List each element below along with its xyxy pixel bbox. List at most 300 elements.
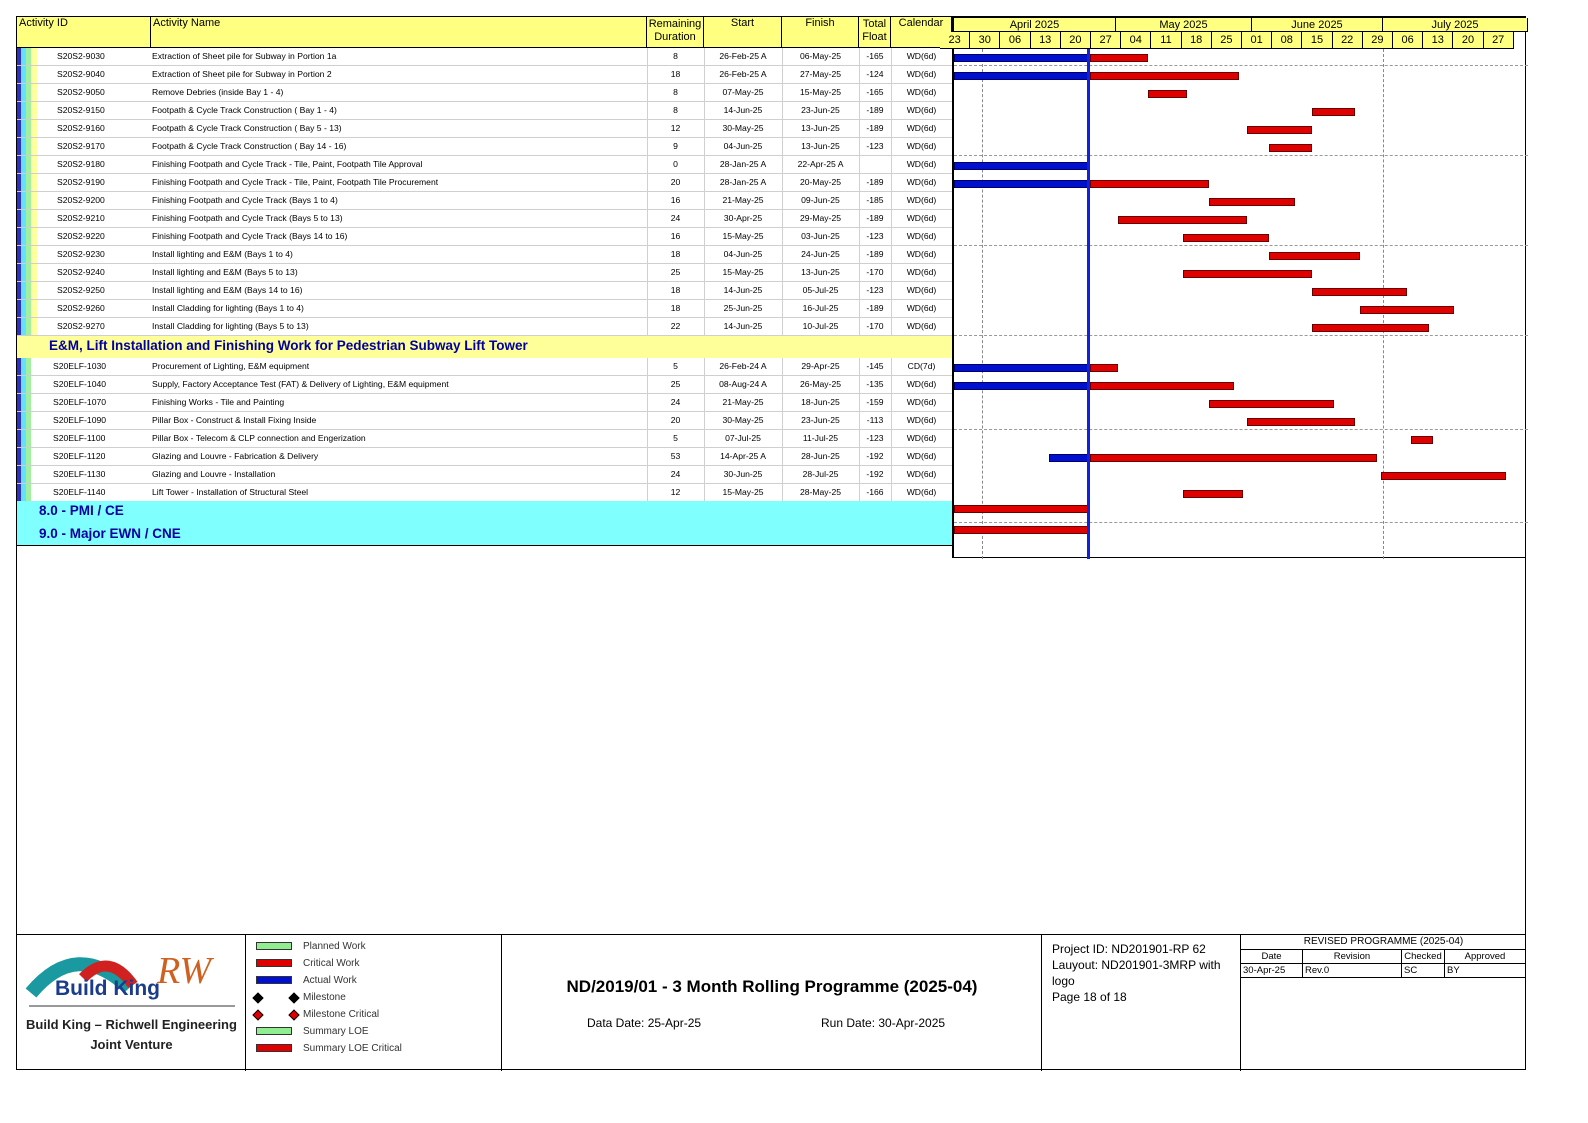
activity-name-cell: Remove Debries (inside Bay 1 - 4) xyxy=(152,87,284,97)
start-cell: 28-Jan-25 A xyxy=(719,177,767,187)
activity-name-cell: Pillar Box - Telecom & CLP connection and Engerization xyxy=(152,433,366,443)
calendar-cell: WD(6d) xyxy=(906,415,937,425)
column-divider xyxy=(782,430,783,448)
duration-cell: 25 xyxy=(670,267,681,277)
float-cell: -123 xyxy=(866,285,884,295)
table-row[interactable] xyxy=(17,358,952,376)
finish-cell: 24-Jun-25 xyxy=(801,249,840,259)
header-finish[interactable] xyxy=(782,17,859,48)
start-cell: 15-May-25 xyxy=(722,231,764,241)
start-cell: 30-Apr-25 xyxy=(723,213,763,223)
finish-cell: 13-Jun-25 xyxy=(801,267,840,277)
milestone-icon xyxy=(288,992,299,1003)
actual-work-bar[interactable] xyxy=(954,54,1090,62)
finish-cell: 15-May-25 xyxy=(799,87,842,97)
table-row[interactable] xyxy=(17,120,952,138)
float-cell: -170 xyxy=(866,321,884,331)
legend-swatch xyxy=(256,959,292,967)
table-row[interactable] xyxy=(17,484,952,502)
column-divider xyxy=(704,246,705,264)
activity-name-cell: Install lighting and E&M (Bays 14 to 16) xyxy=(152,285,303,295)
duration-cell: 12 xyxy=(670,487,681,497)
section-band-ewn xyxy=(17,522,952,545)
column-divider xyxy=(859,174,860,192)
actual-work-bar[interactable] xyxy=(954,180,1090,188)
critical-work-bar[interactable] xyxy=(1269,144,1312,152)
activity-id-cell: S20ELF-1040 xyxy=(53,379,107,389)
critical-work-bar[interactable] xyxy=(1090,180,1209,188)
rev-date: 30-Apr-25 xyxy=(1241,964,1303,978)
column-divider xyxy=(647,228,648,246)
actual-work-bar[interactable] xyxy=(954,162,1088,170)
column-divider xyxy=(704,66,705,84)
column-divider xyxy=(782,484,783,502)
column-divider xyxy=(859,300,860,318)
column-divider xyxy=(647,430,648,448)
table-row[interactable] xyxy=(17,156,952,174)
float-cell: -123 xyxy=(866,231,884,241)
activity-id-cell: S20S2-9220 xyxy=(57,231,105,241)
table-row[interactable] xyxy=(17,394,952,412)
float-cell: -165 xyxy=(866,51,884,61)
column-divider xyxy=(891,282,892,300)
activity-name-cell: Supply, Factory Acceptance Test (FAT) & Delivery of Lighting, E&M equipment xyxy=(152,379,449,389)
activity-id-cell: S20S2-9270 xyxy=(57,321,105,331)
float-cell: -192 xyxy=(866,469,884,479)
activity-name-cell: Footpath & Cycle Track Construction ( Bay 1 - 4) xyxy=(152,105,337,115)
rev-col-date: Date xyxy=(1241,950,1303,964)
start-cell: 30-May-25 xyxy=(722,415,764,425)
table-row[interactable] xyxy=(17,376,952,394)
critical-work-bar[interactable] xyxy=(1360,306,1455,314)
column-divider xyxy=(782,412,783,430)
float-cell: -123 xyxy=(866,141,884,151)
float-cell: -145 xyxy=(866,361,884,371)
table-bottom-rule xyxy=(17,545,952,546)
column-divider xyxy=(782,448,783,466)
column-divider xyxy=(704,138,705,156)
finish-cell: 28-Jun-25 xyxy=(801,451,840,461)
duration-cell: 5 xyxy=(673,361,678,371)
week-label: 30 xyxy=(970,32,1000,49)
calendar-cell: WD(6d) xyxy=(906,105,937,115)
finish-cell: 11-Jul-25 xyxy=(802,433,839,443)
table-row[interactable] xyxy=(17,448,952,466)
start-cell: 14-Jun-25 xyxy=(723,321,763,331)
week-label: 25 xyxy=(1212,32,1242,49)
actual-work-bar[interactable] xyxy=(954,364,1090,372)
critical-work-bar[interactable] xyxy=(1148,90,1187,98)
month-gridline xyxy=(1383,49,1384,559)
column-divider xyxy=(782,210,783,228)
critical-work-bar[interactable] xyxy=(954,526,1090,534)
column-divider xyxy=(782,466,783,484)
activity-id-cell: S20S2-9200 xyxy=(57,195,105,205)
critical-work-bar[interactable] xyxy=(1118,216,1247,224)
column-divider xyxy=(859,264,860,282)
column-divider xyxy=(891,174,892,192)
activity-id-cell: S20S2-9160 xyxy=(57,123,105,133)
week-label: 29 xyxy=(1363,32,1393,49)
activity-id-cell: S20S2-9180 xyxy=(57,159,105,169)
start-cell: 04-Jun-25 xyxy=(723,249,763,259)
section-band-ewn-title: 9.0 - Major EWN / CNE xyxy=(39,526,181,541)
month-july: July 2025 xyxy=(1383,18,1528,32)
column-divider xyxy=(647,120,648,138)
column-divider xyxy=(891,246,892,264)
week-label: 20 xyxy=(1061,32,1091,49)
title-cell xyxy=(502,935,1042,1071)
rev-checked: SC xyxy=(1402,964,1445,978)
calendar-cell: WD(6d) xyxy=(906,195,937,205)
finish-cell: 18-Jun-25 xyxy=(801,397,840,407)
company-name-line2: Joint Venture xyxy=(90,1037,173,1052)
start-cell: 30-Jun-25 xyxy=(723,469,763,479)
rev-col-revision: Revision xyxy=(1303,950,1402,964)
milestone-icon xyxy=(252,1009,263,1020)
table-row[interactable] xyxy=(17,84,952,102)
column-divider xyxy=(647,412,648,430)
milestone-icon xyxy=(288,1009,299,1020)
activity-name-cell: Finishing Footpath and Cycle Track (Bays 14 to 16) xyxy=(152,231,348,241)
column-divider xyxy=(891,156,892,174)
start-cell: 15-May-25 xyxy=(722,487,764,497)
duration-cell: 18 xyxy=(670,249,681,259)
activity-name-cell: Install Cladding for lighting (Bays 5 to 13) xyxy=(152,321,309,331)
calendar-cell: WD(6d) xyxy=(906,267,937,277)
legend-swatch xyxy=(256,976,292,984)
column-divider xyxy=(647,484,648,502)
header-start[interactable] xyxy=(704,17,782,48)
column-divider xyxy=(704,300,705,318)
activity-id-cell: S20S2-9210 xyxy=(57,213,105,223)
legend-label: Milestone xyxy=(303,992,346,1003)
column-divider xyxy=(891,84,892,102)
critical-work-bar[interactable] xyxy=(1209,198,1295,206)
duration-cell: 24 xyxy=(670,213,681,223)
critical-work-bar[interactable] xyxy=(1183,270,1312,278)
company-name-line1: Build King – Richwell Engineering xyxy=(26,1017,237,1032)
duration-cell: 24 xyxy=(670,397,681,407)
duration-cell: 16 xyxy=(670,195,681,205)
activity-name-cell: Glazing and Louvre - Fabrication & Delivery xyxy=(152,451,319,461)
calendar-cell: WD(6d) xyxy=(906,177,937,187)
finish-cell: 09-Jun-25 xyxy=(801,195,840,205)
table-row[interactable] xyxy=(17,192,952,210)
finish-cell: 29-May-25 xyxy=(799,213,842,223)
float-cell: -166 xyxy=(866,487,884,497)
duration-cell: 22 xyxy=(670,321,681,331)
column-divider xyxy=(647,282,648,300)
column-divider xyxy=(782,264,783,282)
calendar-cell: WD(6d) xyxy=(906,487,937,497)
calendar-cell: WD(6d) xyxy=(906,51,937,61)
month-gridline xyxy=(982,49,983,559)
calendar-cell: WD(6d) xyxy=(906,159,937,169)
table-row[interactable] xyxy=(17,210,952,228)
row-group-gridline xyxy=(954,335,1528,336)
column-divider xyxy=(859,376,860,394)
legend-label: Critical Work xyxy=(303,958,360,969)
table-row[interactable] xyxy=(17,48,952,66)
finish-cell: 22-Apr-25 A xyxy=(797,159,844,169)
float-cell: -189 xyxy=(866,249,884,259)
logo-mark-text: RW xyxy=(157,950,212,992)
column-divider xyxy=(859,282,860,300)
finish-cell: 06-May-25 xyxy=(799,51,842,61)
column-divider xyxy=(891,66,892,84)
column-divider xyxy=(859,138,860,156)
column-divider xyxy=(704,412,705,430)
activity-name-cell: Finishing Footpath and Cycle Track - Tile, Paint, Footpath Tile Procurement xyxy=(152,177,439,187)
column-divider xyxy=(782,300,783,318)
column-divider xyxy=(859,192,860,210)
activity-id-cell: S20ELF-1120 xyxy=(53,451,106,461)
table-row[interactable] xyxy=(17,282,952,300)
column-divider xyxy=(704,228,705,246)
critical-work-bar[interactable] xyxy=(1247,126,1312,134)
column-divider xyxy=(859,448,860,466)
layout-name: Lauyout: ND201901-3MRP with logo xyxy=(1052,958,1221,988)
float-cell: -123 xyxy=(866,433,884,443)
header-finish-label: Finish xyxy=(805,17,835,29)
activity-name-cell: Finishing Footpath and Cycle Track - Tile, Paint, Footpath Tile Approval xyxy=(152,159,423,169)
table-row[interactable] xyxy=(17,102,952,120)
activity-id-cell: S20ELF-1030 xyxy=(53,361,107,371)
column-divider xyxy=(891,448,892,466)
column-divider xyxy=(647,264,648,282)
column-divider xyxy=(704,484,705,502)
critical-work-bar[interactable] xyxy=(1312,288,1407,296)
section-band-pmi-title: 8.0 - PMI / CE xyxy=(39,503,124,518)
week-label: 18 xyxy=(1182,32,1212,49)
activity-name-cell: Install lighting and E&M (Bays 1 to 4) xyxy=(152,249,293,259)
calendar-cell: WD(6d) xyxy=(906,303,937,313)
week-label: 15 xyxy=(1302,32,1332,49)
activity-id-cell: S20ELF-1070 xyxy=(53,397,107,407)
column-divider xyxy=(859,66,860,84)
revision-heading: REVISED PROGRAMME (2025-04) xyxy=(1241,935,1526,950)
week-label: 13 xyxy=(1031,32,1061,49)
company-logo xyxy=(17,943,246,1023)
activity-name-cell: Extraction of Sheet pile for Subway in Portion 1a xyxy=(152,51,337,61)
critical-work-bar[interactable] xyxy=(1090,54,1148,62)
week-label: 27 xyxy=(1091,32,1121,49)
title-block xyxy=(16,934,1526,1070)
critical-work-bar[interactable] xyxy=(1090,364,1118,372)
activity-id-cell: S20S2-9240 xyxy=(57,267,105,277)
column-divider xyxy=(782,66,783,84)
duration-cell: 0 xyxy=(673,159,678,169)
activity-id-cell: S20S2-9050 xyxy=(57,87,105,97)
column-divider xyxy=(859,48,860,66)
start-cell: 07-Jul-25 xyxy=(725,433,761,443)
column-divider xyxy=(891,120,892,138)
actual-work-bar[interactable] xyxy=(1049,454,1090,462)
critical-work-bar[interactable] xyxy=(1090,454,1377,462)
finish-cell: 28-Jul-25 xyxy=(802,469,839,479)
column-divider xyxy=(704,120,705,138)
month-may: May 2025 xyxy=(1116,18,1252,32)
column-divider xyxy=(782,192,783,210)
table-row[interactable] xyxy=(17,466,952,484)
header-activity-id-label: Activity ID xyxy=(19,17,68,29)
legend-label: Summary LOE xyxy=(303,1026,369,1037)
header-total-float[interactable] xyxy=(859,17,891,48)
header-remaining-duration[interactable] xyxy=(647,17,704,48)
calendar-cell: WD(6d) xyxy=(906,141,937,151)
actual-work-bar[interactable] xyxy=(954,382,1090,390)
duration-cell: 18 xyxy=(670,303,681,313)
legend-swatch xyxy=(256,1044,292,1052)
legend-label: Milestone Critical xyxy=(303,1009,380,1020)
finish-cell: 23-Jun-25 xyxy=(801,105,840,115)
week-label: 06 xyxy=(1000,32,1030,49)
finish-cell: 10-Jul-25 xyxy=(802,321,839,331)
finish-cell: 29-Apr-25 xyxy=(801,361,840,371)
start-cell: 07-May-25 xyxy=(722,87,764,97)
column-divider xyxy=(647,466,648,484)
column-divider xyxy=(859,430,860,448)
calendar-cell: WD(6d) xyxy=(906,231,937,241)
group-band-elf xyxy=(17,336,952,358)
start-cell: 21-May-25 xyxy=(722,397,764,407)
start-cell: 08-Aug-24 A xyxy=(719,379,767,389)
float-cell: -189 xyxy=(866,123,884,133)
week-label: 06 xyxy=(1393,32,1423,49)
month-june: June 2025 xyxy=(1252,18,1383,32)
table-row[interactable] xyxy=(17,246,952,264)
header-remaining-duration-label: Remaining Duration xyxy=(648,18,702,43)
critical-work-bar[interactable] xyxy=(1090,72,1239,80)
critical-work-bar[interactable] xyxy=(1247,418,1355,426)
float-cell: -135 xyxy=(866,379,884,389)
week-label: 01 xyxy=(1242,32,1272,49)
month-april: April 2025 xyxy=(954,18,1116,32)
float-cell: -170 xyxy=(866,267,884,277)
critical-work-bar[interactable] xyxy=(1312,108,1355,116)
column-divider xyxy=(782,138,783,156)
activity-id-cell: S20S2-9250 xyxy=(57,285,105,295)
start-cell: 14-Jun-25 xyxy=(723,285,763,295)
rev-col-checked: Checked xyxy=(1402,950,1445,964)
column-divider xyxy=(704,318,705,336)
calendar-cell: WD(6d) xyxy=(906,69,937,79)
critical-work-bar[interactable] xyxy=(1381,472,1506,480)
activity-id-cell: S20ELF-1140 xyxy=(53,487,106,497)
activity-id-cell: S20S2-9190 xyxy=(57,177,105,187)
week-label: 13 xyxy=(1423,32,1453,49)
table-row[interactable] xyxy=(17,318,952,336)
activity-name-cell: Pillar Box - Construct & Install Fixing Inside xyxy=(152,415,317,425)
column-divider xyxy=(891,48,892,66)
activity-name-cell: Finishing Works - Tile and Painting xyxy=(152,397,285,407)
calendar-cell: CD(7d) xyxy=(907,361,936,371)
critical-work-bar[interactable] xyxy=(1090,382,1234,390)
critical-work-bar[interactable] xyxy=(1269,252,1360,260)
table-row[interactable] xyxy=(17,264,952,282)
duration-cell: 20 xyxy=(670,177,681,187)
column-divider xyxy=(704,102,705,120)
float-cell: -165 xyxy=(866,87,884,97)
column-divider xyxy=(782,228,783,246)
activity-id-cell: S20ELF-1100 xyxy=(53,433,106,443)
data-date: Data Date: 25-Apr-25 xyxy=(587,1016,702,1030)
critical-work-bar[interactable] xyxy=(1183,234,1269,242)
column-divider xyxy=(704,466,705,484)
critical-work-bar[interactable] xyxy=(1183,490,1243,498)
duration-cell: 53 xyxy=(670,451,681,461)
table-row[interactable] xyxy=(17,66,952,84)
column-divider xyxy=(891,358,892,376)
critical-work-bar[interactable] xyxy=(954,505,1090,513)
header-activity-name-label: Activity Name xyxy=(153,17,221,29)
calendar-cell: WD(6d) xyxy=(906,451,937,461)
calendar-cell: WD(6d) xyxy=(906,433,937,443)
column-divider xyxy=(859,228,860,246)
start-cell: 14-Apr-25 A xyxy=(720,451,766,461)
critical-work-bar[interactable] xyxy=(1209,400,1334,408)
column-divider xyxy=(891,430,892,448)
column-divider xyxy=(704,156,705,174)
finish-cell: 20-May-25 xyxy=(799,177,842,187)
header-activity-name[interactable] xyxy=(151,17,647,48)
activity-name-cell: Lift Tower - Installation of Structural Steel xyxy=(152,487,309,497)
column-divider xyxy=(647,210,648,228)
critical-work-bar[interactable] xyxy=(1411,436,1433,444)
start-cell: 26-Feb-25 A xyxy=(719,51,767,61)
float-cell: -189 xyxy=(866,303,884,313)
header-activity-id[interactable] xyxy=(17,17,151,48)
column-divider xyxy=(647,66,648,84)
column-divider xyxy=(859,120,860,138)
legend-label: Planned Work xyxy=(303,941,366,952)
column-divider xyxy=(782,48,783,66)
page-number: Page 18 of 18 xyxy=(1052,990,1127,1004)
table-row[interactable] xyxy=(17,174,952,192)
column-divider xyxy=(704,282,705,300)
column-divider xyxy=(704,358,705,376)
actual-work-bar[interactable] xyxy=(954,72,1090,80)
table-row[interactable] xyxy=(17,430,952,448)
column-divider xyxy=(647,300,648,318)
table-row[interactable] xyxy=(17,228,952,246)
table-row[interactable] xyxy=(17,300,952,318)
start-cell: 04-Jun-25 xyxy=(723,141,763,151)
activity-name-cell: Install Cladding for lighting (Bays 1 to 4) xyxy=(152,303,304,313)
start-cell: 26-Feb-24 A xyxy=(719,361,767,371)
table-row[interactable] xyxy=(17,138,952,156)
column-divider xyxy=(782,358,783,376)
start-cell: 30-May-25 xyxy=(722,123,764,133)
column-divider xyxy=(782,246,783,264)
column-divider xyxy=(891,138,892,156)
float-cell: -189 xyxy=(866,177,884,187)
finish-cell: 27-May-25 xyxy=(799,69,842,79)
calendar-cell: WD(6d) xyxy=(906,285,937,295)
float-cell: -185 xyxy=(866,195,884,205)
activity-id-cell: S20S2-9230 xyxy=(57,249,105,259)
duration-cell: 24 xyxy=(670,469,681,479)
table-row[interactable] xyxy=(17,412,952,430)
column-divider xyxy=(891,192,892,210)
activity-id-cell: S20S2-9040 xyxy=(57,69,105,79)
column-divider xyxy=(891,318,892,336)
critical-work-bar[interactable] xyxy=(1312,324,1428,332)
activity-name-cell: Extraction of Sheet pile for Subway in Portion 2 xyxy=(152,69,332,79)
section-band-pmi xyxy=(17,501,952,522)
row-group-gridline xyxy=(954,522,1528,523)
